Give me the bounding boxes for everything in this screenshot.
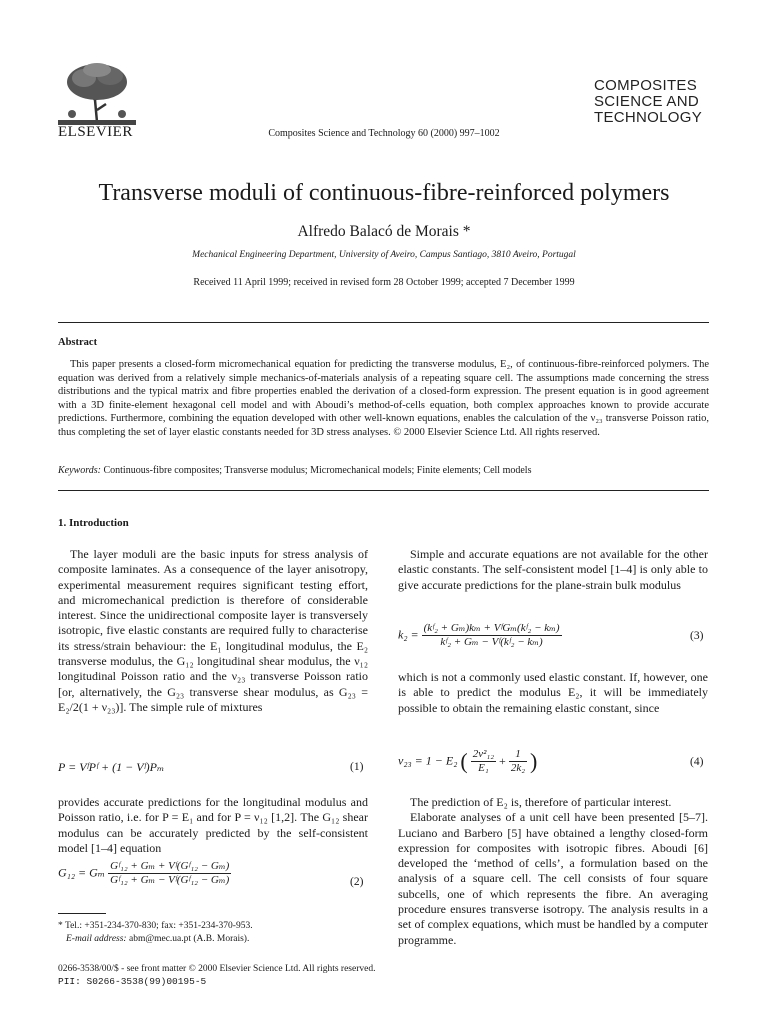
right-paragraph-2-block (398, 670, 708, 716)
equation-4-plus: + (499, 754, 506, 768)
left-paragraph-2: provides accurate predictions for the longitudinal modulus and Poisson ratio, i.e. for P = E₁ and for P = ν₁₂ [1,2]. The G₁₂ shear modulus can be accurately predicted by the self-consistent model [1–4] equation (58, 795, 368, 855)
equation-4 (398, 748, 537, 775)
article-title: Transverse moduli of continuous-fibre-reinforced polymers (98, 180, 670, 206)
issn-line: 0266-3538/00/$ - see front matter © 2000 Elsevier Science Ltd. All rights reserved. (58, 964, 376, 974)
abstract-text: This paper presents a closed-form micromechanical equation for predicting the transverse modulus, E₂, of continuous-fibre-reinforced polymers. The equation was derived from a relatively simple mechanics-of-materials analysis of a repeating square cell. The assumptions made concerning the stress distributions and the typical matrix and fibre properties enabled the derivation of a closed-form expression. The present equation is in good agreement with a 3D finite-element hexagonal cell model and with Aboudi’s method-of-cells equation, both complex approaches known to provide accurate predictions. Furthermore, combining the equation developed with other well-known equations, enables the calculation of the ν₂₃ transverse Poisson ratio, thus completing the set of layer elastic constants needed for 3D stress analyses. © 2000 Elsevier Science Ltd. All rights reserved. (58, 359, 709, 438)
footnote-email (58, 933, 253, 946)
equation-4-fraction-1-denominator: E₁ (478, 762, 489, 774)
equation-4-fraction-2-denominator: 2k₂ (510, 762, 526, 774)
brand-line-1: COMPOSITES (594, 77, 698, 94)
keywords (58, 465, 531, 476)
right-paragraph-4: Elaborate analyses of a unit cell have been presented [5–7]. Luciano and Barbero [5] have obtained a lengthy closed-form expression for composites with isotropic fibres. Aboudi [6] developed the ‘method of cells’, a formulation based on the analysis of a square cell. The cell consists of four square subcells, one of which represents the fibre. An averaging procedure ensures transverse isotropy. The analysis results in a set of complex equations, which must be handled by a computer programme. (398, 810, 708, 947)
section-heading: 1. Introduction (58, 517, 129, 529)
left-column (58, 547, 368, 715)
pii-line: PII: S0266-3538(99)00195-5 (58, 975, 207, 987)
equation-2-numerator: Gᶠ₁₂ + Gₘ + Vᶠ(Gᶠ₁₂ − Gₘ) (110, 860, 230, 872)
footnote-rule (58, 913, 106, 914)
keywords-label: Keywords: (58, 465, 101, 476)
left-paragraph-1: The layer moduli are the basic inputs for stress analysis of composite laminates. As a consequence of the layer anisotropy, experimental measurement requires significant testing effort, and micromechanical prediction is therefore of considerable interest. Since the unidirectional composite layer is transversely isotropic, five elastic constants are required fully to characterise its stress/strain behaviour: the E₁ longitudinal modulus, the E₂ transverse modulus, the G₁₂ longitudinal shear modulus, the ν₁₂ longitudinal Poisson ratio and the ν₂₃ transverse Poisson ratio [or, alternatively, the G₂₃ transverse shear modulus, as G₂₃ = E₂/2(1 + ν₂₃)]. The simple rule of mixtures (58, 547, 368, 714)
footnote (58, 920, 253, 945)
footnote-contact: * Tel.: +351-234-370-830; fax: +351-234-370-953. (58, 921, 253, 931)
equation-4-fraction-2 (509, 748, 527, 775)
brand-line-2: SCIENCE AND (594, 93, 699, 110)
divider-top (58, 322, 709, 323)
equation-2-number: (2) (350, 876, 364, 888)
footnote-email-value: abm@mec.ua.pt (A.B. Morais). (128, 933, 250, 944)
equation-4-fraction-1 (471, 748, 496, 775)
publisher-name: ELSEVIER (58, 124, 133, 140)
equation-3 (398, 622, 562, 649)
equation-4-fraction-2-numerator: 1 (509, 748, 527, 762)
elsevier-tree-logo (58, 60, 136, 126)
right-paragraph-3: The prediction of E₂ is, therefore of particular interest. (410, 795, 672, 809)
equation-1: P = VᶠPᶠ + (1 − Vᶠ)Pₘ (58, 760, 165, 774)
abstract-body (58, 358, 709, 439)
right-paragraph-2: which is not a commonly used elastic constant. If, however, one is able to predict the modulus E₂, it will be immediately possible to obtain the remaining elastic constant, since (398, 670, 708, 715)
brand-line-3: TECHNOLOGY (594, 109, 703, 126)
article-author: Alfredo Balacó de Morais * (297, 223, 471, 240)
right-paragraph-3-block (398, 795, 708, 948)
abstract-heading: Abstract (58, 337, 98, 348)
received-dates: Received 11 April 1999; received in revised form 28 October 1999; accepted 7 December 1999 (193, 277, 575, 288)
right-column (398, 547, 708, 593)
equation-1-number: (1) (350, 761, 364, 773)
equation-3-number: (3) (690, 630, 704, 642)
equation-4-close-paren: ) (530, 748, 538, 774)
equation-2-fraction (108, 860, 231, 887)
keywords-list: Continuous-fibre composites; Transverse modulus; Micromechanical models; Finite elements; Cell models (103, 465, 532, 476)
equation-4-open-paren: ( (460, 748, 468, 774)
right-paragraph-1: Simple and accurate equations are not available for the other elastic constants. The self-consistent model [1–4] is only able to give accurate predictions for the plane-strain bulk modulus (398, 547, 708, 592)
journal-brand (594, 78, 702, 126)
equation-4-number: (4) (690, 756, 704, 768)
journal-citation: Composites Science and Technology 60 (2000) 997–1002 (268, 128, 500, 139)
equation-2-denominator: Gᶠ₁₂ + Gₘ − Vᶠ(Gᶠ₁₂ − Gₘ) (110, 874, 230, 886)
equation-3-numerator: (kᶠ₂ + Gₘ)kₘ + VᶠGₘ(kᶠ₂ − kₘ) (423, 622, 560, 634)
author-affiliation: Mechanical Engineering Department, University of Aveiro, Campus Santiago, 3810 Aveiro, Portugal (192, 250, 576, 260)
equation-4-fraction-1-numerator: 2ν²₁₂ (472, 748, 495, 760)
footnote-email-label: E-mail address: (66, 933, 127, 944)
equation-3-lhs: k₂ = (398, 627, 419, 642)
copyright-footer (58, 963, 375, 988)
equation-2-lhs: G₁₂ = Gₘ (58, 865, 106, 880)
equation-2 (58, 860, 231, 887)
divider-bottom (58, 490, 709, 491)
equation-3-fraction (422, 622, 562, 649)
left-paragraph-2-block (58, 795, 368, 856)
equation-3-denominator: kᶠ₂ + Gₘ − Vᶠ(kᶠ₂ − kₘ) (440, 636, 543, 648)
equation-4-lhs: ν₂₃ = 1 − E₂ (398, 753, 458, 768)
